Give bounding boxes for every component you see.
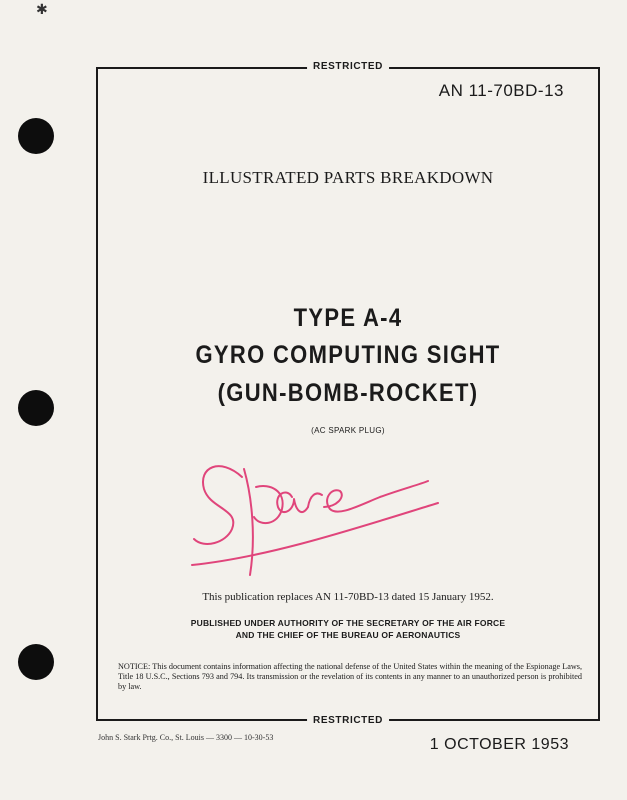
- publication-number: AN 11-70BD-13: [438, 81, 564, 100]
- classification-bottom: RESTRICTED: [307, 715, 389, 727]
- authority-line-2: AND THE CHIEF OF THE BUREAU OF AERONAUTICS: [235, 630, 461, 640]
- manufacturer: (AC SPARK PLUG): [311, 426, 385, 435]
- binder-hole-middle: [18, 390, 54, 426]
- title-line-3: (GUN-BOMB-ROCKET): [217, 379, 479, 407]
- espionage-notice: NOTICE: This document contains information affecting the national defense of the United States within the meaning of the Espionage Laws, Title 18 U.S.C., Sections 793 and 794. Its transmission or the revelation of its contents in any manner to an unauthorized person is prohibited by law.: [118, 662, 582, 691]
- replacement-notice: This publication replaces AN 11-70BD-13 dated 15 January 1952.: [202, 591, 494, 603]
- handwritten-signature: [190, 447, 440, 587]
- printer-imprint: John S. Stark Prtg. Co., St. Louis — 3300 — 10-30-53: [98, 733, 274, 742]
- binder-hole-bottom: [18, 644, 54, 680]
- title-line-2: GYRO COMPUTING SIGHT: [195, 341, 501, 369]
- classification-top: RESTRICTED: [307, 61, 389, 73]
- cover-frame: [96, 61, 600, 726]
- corner-mark: ✱: [36, 3, 48, 18]
- binder-hole-top: [18, 118, 54, 154]
- authority-line-1: PUBLISHED UNDER AUTHORITY OF THE SECRETARY OF THE AIR FORCE: [190, 618, 506, 628]
- document-heading: ILLUSTRATED PARTS BREAKDOWN: [202, 168, 494, 187]
- publication-date: 1 OCTOBER 1953: [429, 736, 569, 753]
- title-line-1: TYPE A-4: [293, 304, 403, 332]
